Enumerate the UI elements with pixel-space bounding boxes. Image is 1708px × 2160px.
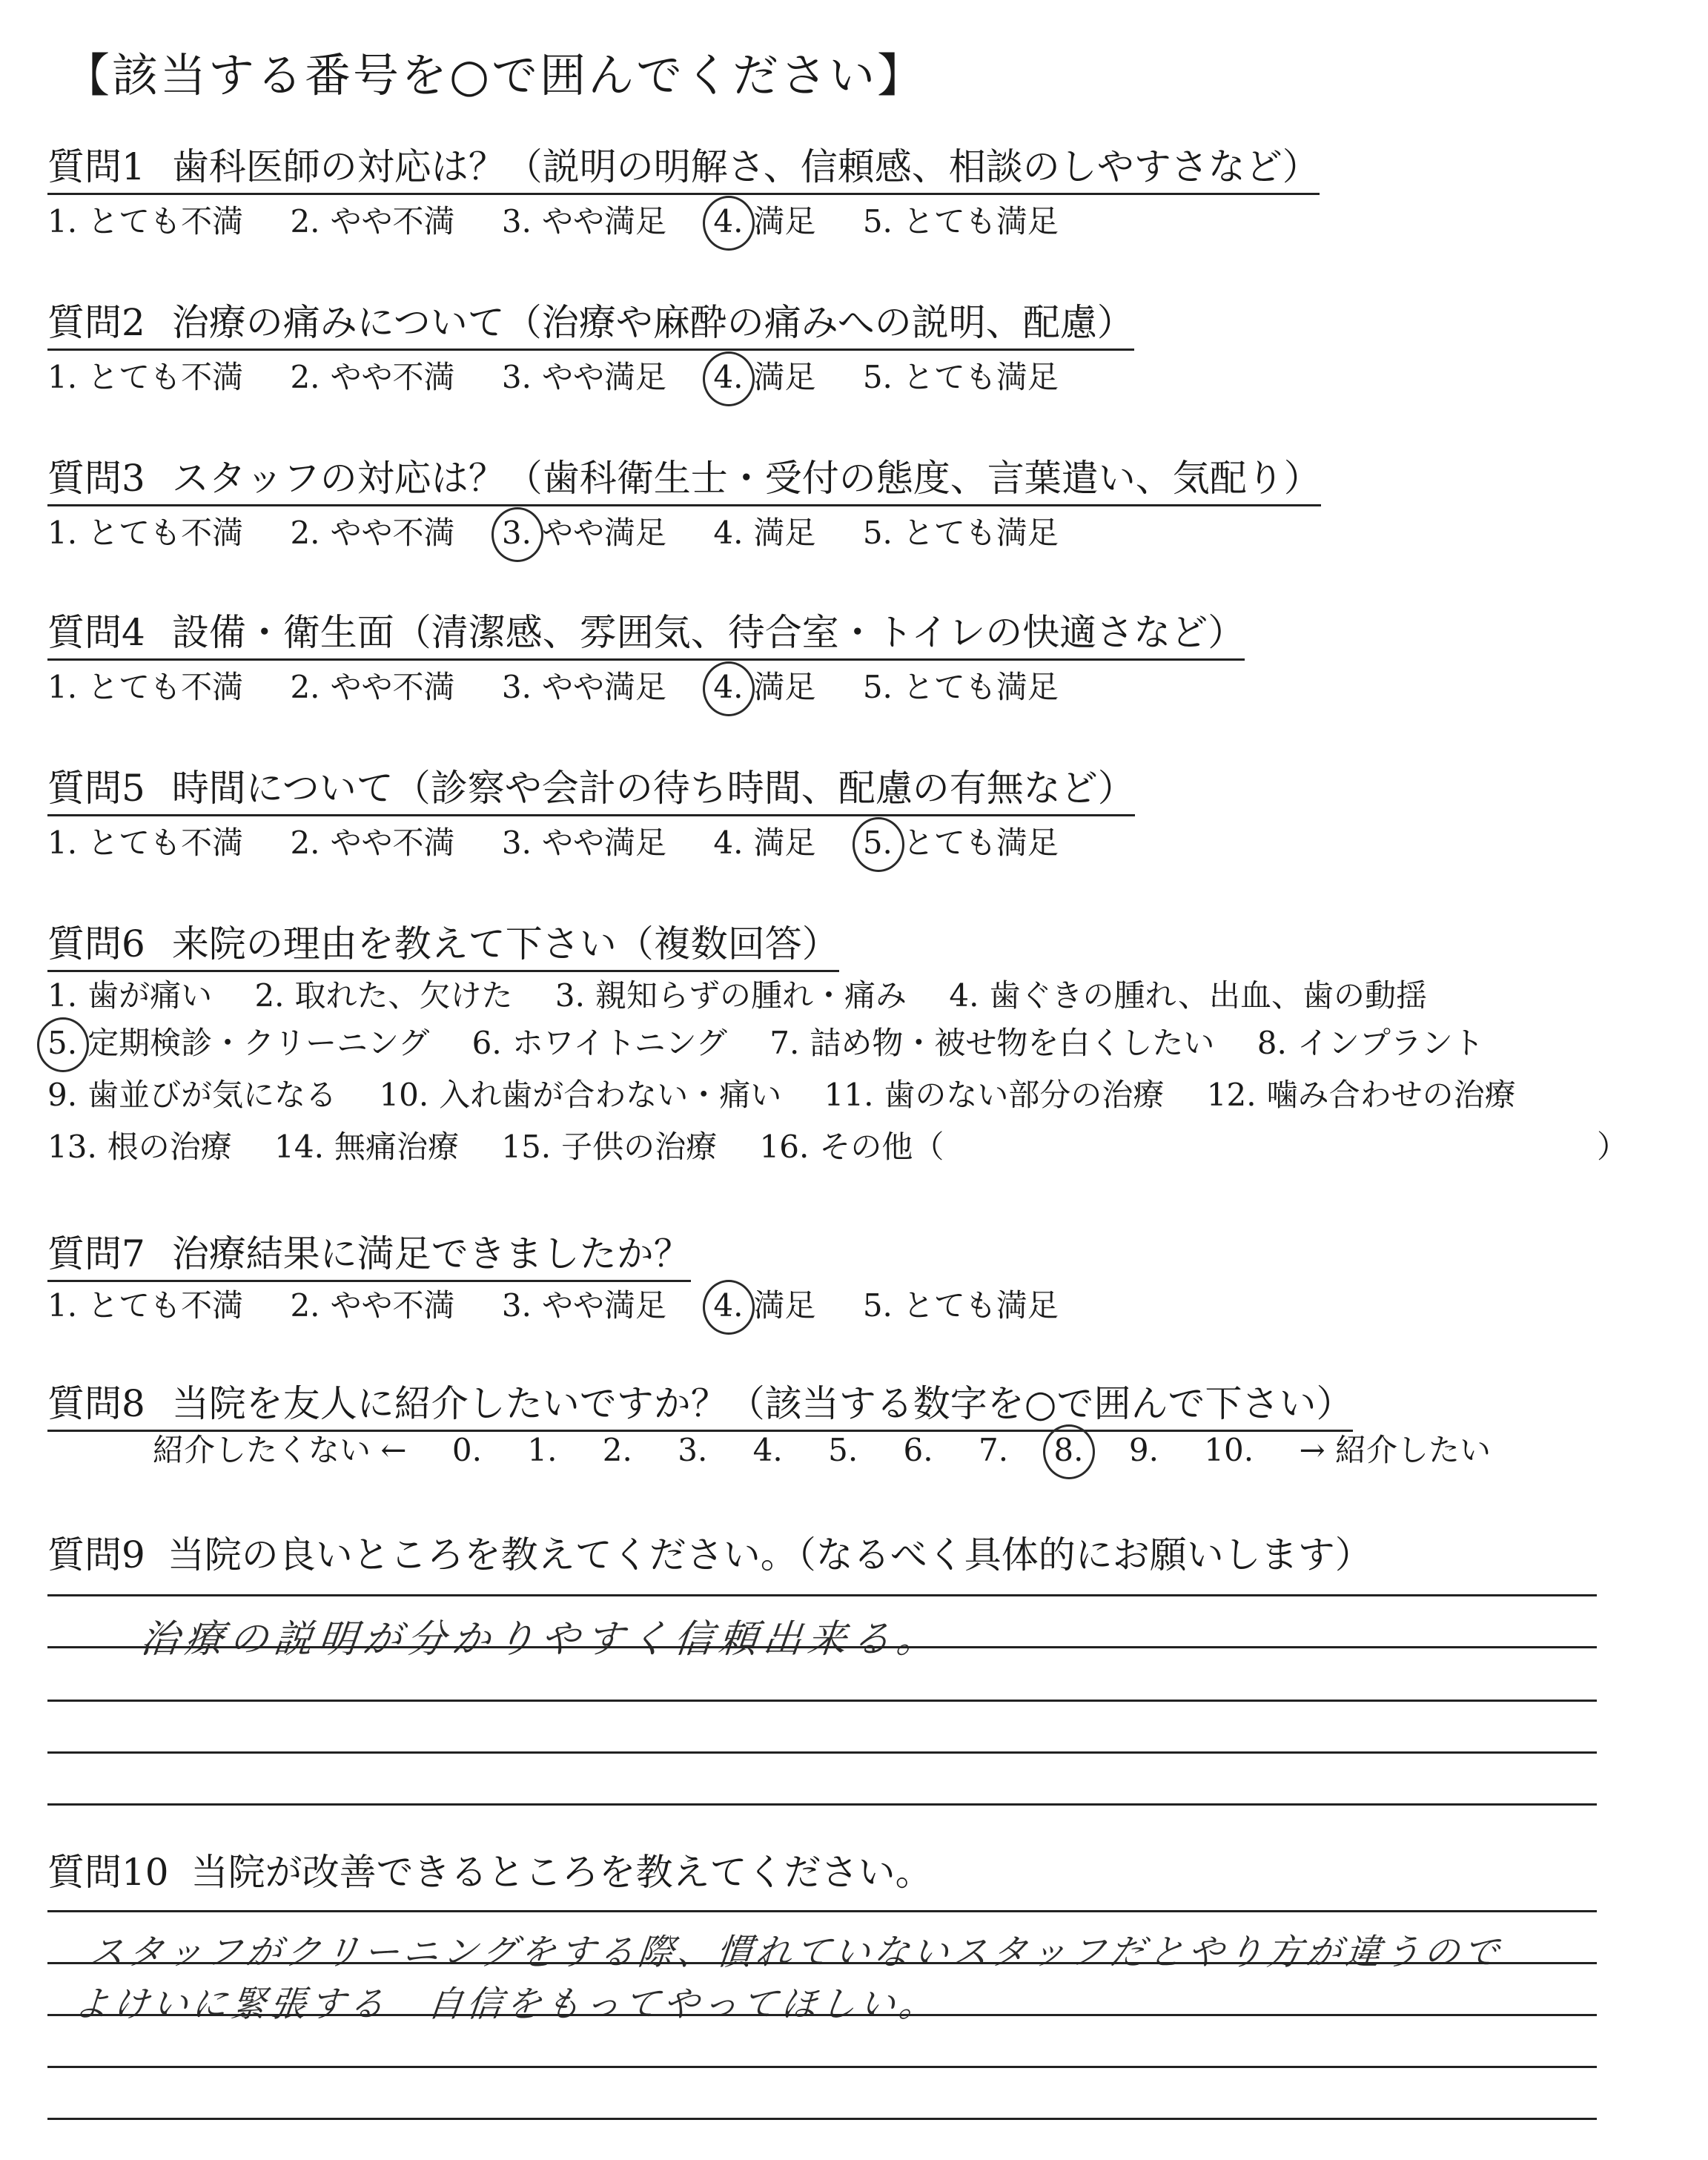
q8-recommend-scale <box>153 1432 1526 1468</box>
q9-answer-line-1 <box>47 1594 1597 1596</box>
q6-options-row-1 <box>47 977 1460 1014</box>
question-7-text: 治療結果に満足できましたか？ <box>171 1232 691 1275</box>
question-6-heading <box>47 922 839 972</box>
q6-option-16-other[interactable]: 16. その他（ <box>759 1129 944 1165</box>
q8-scale-0[interactable]: 0. <box>451 1432 482 1468</box>
q8-scale-4[interactable]: 4. <box>752 1432 783 1468</box>
q8-scale-6[interactable]: 6. <box>903 1432 933 1468</box>
q2-option-5[interactable]: 5. とても満足 <box>862 359 1059 395</box>
question-7-label: 質問7 <box>47 1232 145 1275</box>
question-5-heading <box>47 767 1135 816</box>
question-6-label: 質問6 <box>47 922 145 965</box>
q10-answer-line-5 <box>47 2118 1597 2120</box>
question-8-text: 当院を友人に紹介したいですか？（該当する数字を○で囲んで下さい） <box>171 1382 1354 1425</box>
q8-left-label: 紹介したくない ← <box>153 1432 407 1468</box>
q1-option-3[interactable]: 3. やや満足 <box>501 203 666 240</box>
q4-option-2[interactable]: 2. やや不満 <box>290 669 455 705</box>
q6-option-5-selected[interactable]: 5. 定期検診・クリーニング <box>47 1025 430 1061</box>
question-1-options <box>47 203 1096 240</box>
q6-option-2[interactable]: 2. 取れた、欠けた <box>254 977 513 1014</box>
q8-scale-7[interactable]: 7. <box>978 1432 1009 1468</box>
q6-options-row-2 <box>47 1025 1517 1061</box>
q9-handwritten-answer[interactable]: 治療の説明が分かりやすく信頼出来る。 <box>138 1617 944 1662</box>
q6-option-14[interactable]: 14. 無痛治療 <box>274 1129 459 1165</box>
q1-option-2[interactable]: 2. やや不満 <box>290 203 455 240</box>
question-10-label: 質問10 <box>47 1851 169 1894</box>
q3-option-3-selected[interactable]: 3. やや満足 <box>501 515 666 551</box>
q1-option-5[interactable]: 5. とても満足 <box>862 203 1059 240</box>
question-1-heading <box>47 145 1320 195</box>
q8-scale-1[interactable]: 1. <box>527 1432 557 1468</box>
question-3-options <box>47 515 1096 551</box>
q6-option-3[interactable]: 3. 親知らずの腫れ・痛み <box>555 977 907 1014</box>
q6-options-row-4 <box>47 1129 1629 1165</box>
q6-other-close-paren: ） <box>1597 1129 1629 1165</box>
page-title: 【該当する番号を○で囲んでください】 <box>64 48 926 102</box>
q2-option-4-selected[interactable]: 4. 満足 <box>713 359 816 395</box>
q2-option-3[interactable]: 3. やや満足 <box>501 359 666 395</box>
question-4-heading <box>47 611 1245 661</box>
q3-option-4[interactable]: 4. 満足 <box>713 515 816 551</box>
question-9-text: 当院の良いところを教えてください。（なるべく具体的にお願いします） <box>167 1533 1372 1576</box>
question-2-text: 治療の痛みについて（治療や麻酔の痛みへの説明、配慮） <box>171 301 1134 344</box>
q7-option-5[interactable]: 5. とても満足 <box>862 1287 1059 1324</box>
q8-scale-10[interactable]: 10. <box>1204 1432 1254 1468</box>
question-1-text: 歯科医師の対応は？（説明の明解さ、信頼感、相談のしやすさなど） <box>171 145 1320 188</box>
q8-scale-2[interactable]: 2. <box>602 1432 632 1468</box>
q5-option-4[interactable]: 4. 満足 <box>713 825 816 861</box>
q3-option-5[interactable]: 5. とても満足 <box>862 515 1059 551</box>
question-9-heading <box>47 1533 1372 1576</box>
q6-option-11[interactable]: 11. 歯のない部分の治療 <box>824 1077 1165 1113</box>
question-8-heading <box>47 1382 1354 1432</box>
question-4-text: 設備・衛生面（清潔感、雰囲気、待合室・トイレの快適さなど） <box>171 611 1245 654</box>
question-8-label: 質問8 <box>47 1382 145 1425</box>
q10-handwritten-answer-line-1[interactable]: スタッフがクリーニングをする際、慣れていないスタッフだとやり方が違うので <box>86 1932 1505 1973</box>
q5-option-1[interactable]: 1. とても不満 <box>47 825 244 861</box>
q9-answer-line-3 <box>47 1700 1597 1702</box>
q1-option-4-selected[interactable]: 4. 満足 <box>713 203 816 240</box>
q8-right-label: → 紹介したい <box>1299 1432 1491 1468</box>
q2-option-2[interactable]: 2. やや不満 <box>290 359 455 395</box>
q6-option-13[interactable]: 13. 根の治療 <box>47 1129 232 1165</box>
q2-option-1[interactable]: 1. とても不満 <box>47 359 244 395</box>
question-2-heading <box>47 301 1134 351</box>
q7-option-1[interactable]: 1. とても不満 <box>47 1287 244 1324</box>
question-10-heading <box>47 1851 933 1894</box>
q7-option-2[interactable]: 2. やや不満 <box>290 1287 455 1324</box>
q6-option-8[interactable]: 8. インプラント <box>1257 1025 1484 1061</box>
q9-answer-line-4 <box>47 1751 1597 1754</box>
q1-option-1[interactable]: 1. とても不満 <box>47 203 244 240</box>
q10-answer-line-4 <box>47 2066 1597 2068</box>
q6-option-1[interactable]: 1. 歯が痛い <box>47 977 213 1014</box>
q7-option-4-selected[interactable]: 4. 満足 <box>713 1287 816 1324</box>
q10-handwritten-answer-line-2[interactable]: よけいに緊張する 自信をもってやってほしい。 <box>71 1984 941 2025</box>
question-2-options <box>47 359 1096 395</box>
q8-scale-9[interactable]: 9. <box>1128 1432 1159 1468</box>
q6-option-12[interactable]: 12. 噛み合わせの治療 <box>1206 1077 1516 1113</box>
q6-option-10[interactable]: 10. 入れ歯が合わない・痛い <box>379 1077 782 1113</box>
q6-options-row-3 <box>47 1077 1549 1113</box>
question-10-text: 当院が改善できるところを教えてください。 <box>191 1851 933 1894</box>
q5-option-2[interactable]: 2. やや不満 <box>290 825 455 861</box>
question-3-label: 質問3 <box>47 457 145 500</box>
q8-scale-5[interactable]: 5. <box>828 1432 858 1468</box>
question-9-label: 質問9 <box>47 1533 145 1576</box>
q10-answer-line-2 <box>47 1962 1597 1964</box>
question-4-label: 質問4 <box>47 611 145 654</box>
q6-option-7[interactable]: 7. 詰め物・被せ物を白くしたい <box>769 1025 1215 1061</box>
question-7-options <box>47 1287 1096 1324</box>
question-1-label: 質問1 <box>47 145 145 188</box>
q4-option-5[interactable]: 5. とても満足 <box>862 669 1059 705</box>
q8-scale-3[interactable]: 3. <box>678 1432 708 1468</box>
question-4-options <box>47 669 1096 705</box>
question-3-text: スタッフの対応は？（歯科衛生士・受付の態度、言葉遣い、気配り） <box>171 457 1321 500</box>
question-6-text: 来院の理由を教えて下さい（複数回答） <box>171 922 839 965</box>
question-2-label: 質問2 <box>47 301 145 344</box>
question-5-label: 質問5 <box>47 767 145 810</box>
q6-option-6[interactable]: 6. ホワイトニング <box>471 1025 727 1061</box>
q6-option-15[interactable]: 15. 子供の治療 <box>501 1129 718 1165</box>
q5-option-3[interactable]: 3. やや満足 <box>501 825 666 861</box>
q10-answer-line-1 <box>47 1910 1597 1912</box>
q10-answer-line-3 <box>47 2014 1597 2016</box>
q4-option-1[interactable]: 1. とても不満 <box>47 669 244 705</box>
question-3-heading <box>47 457 1321 506</box>
question-5-text: 時間について（診察や会計の待ち時間、配慮の有無など） <box>171 767 1135 810</box>
q4-option-3[interactable]: 3. やや満足 <box>501 669 666 705</box>
q6-option-4[interactable]: 4. 歯ぐきの腫れ、出血、歯の動揺 <box>949 977 1427 1014</box>
question-7-heading <box>47 1232 691 1282</box>
q9-answer-line-2 <box>47 1646 1597 1648</box>
q5-option-5-selected[interactable]: 5. とても満足 <box>862 825 1059 861</box>
q3-option-2[interactable]: 2. やや不満 <box>290 515 455 551</box>
q3-option-1[interactable]: 1. とても不満 <box>47 515 244 551</box>
q7-option-3[interactable]: 3. やや満足 <box>501 1287 666 1324</box>
question-5-options <box>47 825 1096 861</box>
q9-answer-line-5 <box>47 1803 1597 1806</box>
q8-scale-8-selected[interactable]: 8. <box>1053 1432 1084 1468</box>
q4-option-4-selected[interactable]: 4. 満足 <box>713 669 816 705</box>
q6-option-9[interactable]: 9. 歯並びが気になる <box>47 1077 337 1113</box>
